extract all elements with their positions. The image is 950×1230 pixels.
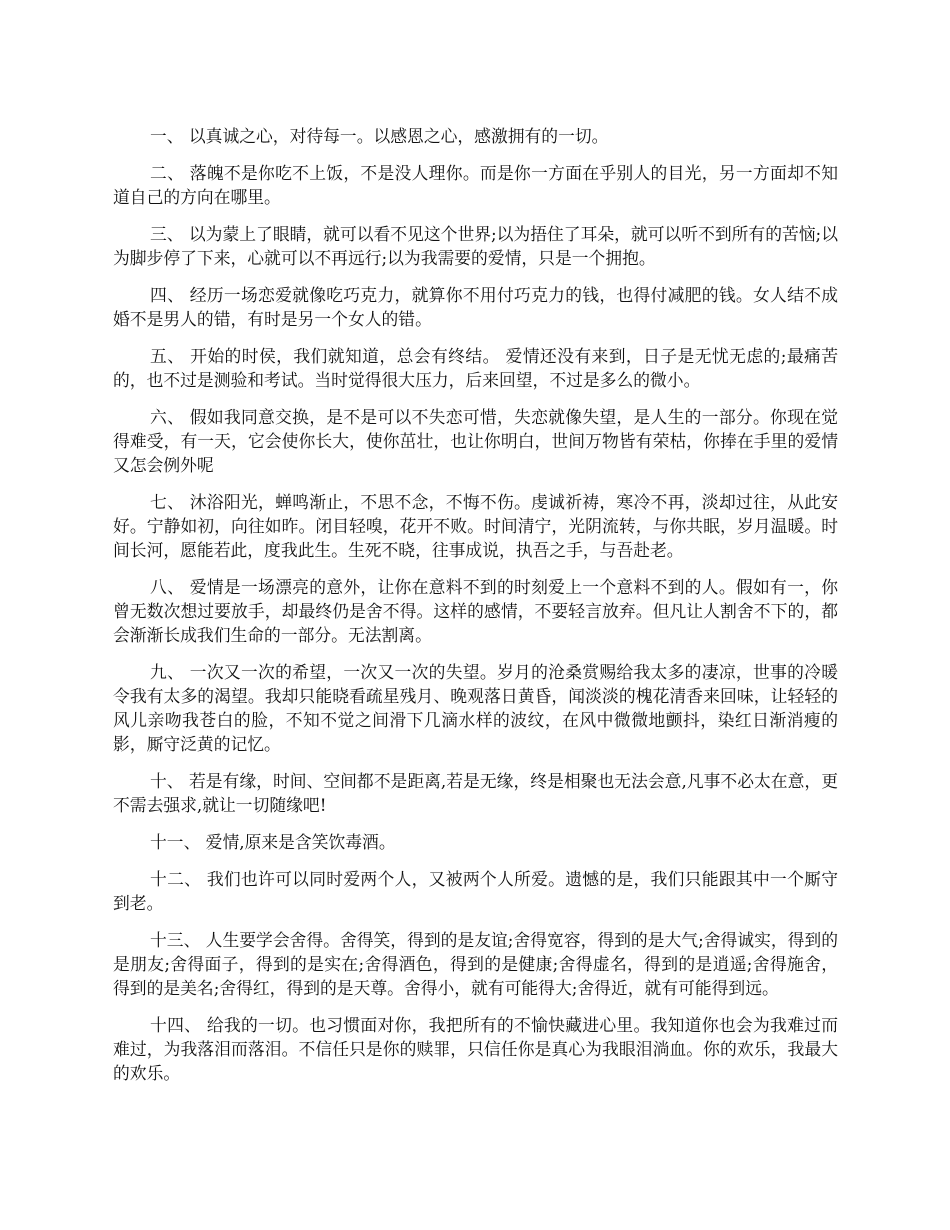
- paragraph-1: 一、 以真诚之心，对待每一。以感恩之心，感激拥有的一切。: [150, 126, 609, 146]
- paragraph-10: 十、 若是有缘，时间、空间都不是距离,若是无缘，终是相聚也无法会意,凡事不必太在意，更不需去强求,就让一切随缘吧!: [113, 771, 838, 815]
- paragraph-13: 十三、 人生要学会舍得。舍得笑，得到的是友谊;舍得宽容，得到的是大气;舍得诚实，得到的是朋友;舍得面子，得到的是实在;舍得酒色，得到的是健康;舍得虚名，得到的是逍遥;舍得施舍，得到的是美名;舍得红，得到的是天尊。舍得小，就有可能得大;舍得近，就有可能得到远。: [113, 930, 838, 998]
- paragraph-4: 四、 经历一场恋爱就像吃巧克力，就算你不用付巧克力的钱，也得付减肥的钱。女人结不成婚不是男人的错，有时是另一个女人的错。: [113, 285, 838, 329]
- paragraph-9: 九、 一次又一次的希望，一次又一次的失望。岁月的沧桑赏赐给我太多的凄凉，世事的冷暖令我有太多的渴望。我却只能晓看疏星残月、晚观落日黄昏，闻淡淡的槐花清香来回味，让轻轻的风儿亲吻我苍白的脸，不知不觉之间滑下几滴水样的波纹，在风中微微地颤抖，染红日渐消瘦的影，厮守泛黄的记忆。: [113, 662, 838, 754]
- paragraph-11: 十一、 爱情,原来是含笑饮毒酒。: [150, 832, 396, 852]
- paragraph-3: 三、 以为蒙上了眼睛，就可以看不见这个世界;以为捂住了耳朵，就可以听不到所有的苦恼;以为脚步停了下来，心就可以不再远行;以为我需要的爱情，只是一个拥抱。: [113, 224, 838, 268]
- paragraph-7: 七、 沐浴阳光，蝉鸣渐止，不思不念，不悔不伤。虔诚祈祷，寒冷不再，淡却过往，从此安好。宁静如初，向往如昨。闭目轻嗅，花开不败。时间清宁，光阴流转，与你共眠，岁月温暖。时间长河，愿能若此，度我此生。生死不晓，往事成说，执吾之手，与吾赴老。: [113, 492, 838, 560]
- paragraph-6: 六、 假如我同意交换，是不是可以不失恋可惜，失恋就像失望，是人生的一部分。你现在觉得难受，有一天，它会使你长大，使你茁壮，也让你明白，世间万物皆有荣枯，你捧在手里的爱情又怎会例外呢: [113, 407, 838, 475]
- paragraph-14: 十四、 给我的一切。也习惯面对你，我把所有的不愉快藏进心里。我知道你也会为我难过而难过，为我落泪而落泪。不信任只是你的赎罪，只信任你是真心为我眼泪淌血。你的欢乐，我最大的欢乐。: [113, 1015, 838, 1083]
- paragraph-12: 十二、 我们也许可以同时爱两个人，又被两个人所爱。遗憾的是，我们只能跟其中一个厮守到老。: [113, 869, 838, 913]
- paragraph-2: 二、 落魄不是你吃不上饭，不是没人理你。而是你一方面在乎别人的目光，另一方面却不知道自己的方向在哪里。: [113, 163, 838, 207]
- paragraph-5: 五、 开始的时侯，我们就知道，总会有终结。 爱情还没有来到，日子是无忧无虑的;最痛苦的，也不过是测验和考试。当时觉得很大压力，后来回望，不过是多么的微小。: [113, 346, 838, 390]
- paragraph-8: 八、 爱情是一场漂亮的意外，让你在意料不到的时刻爱上一个意料不到的人。假如有一，你曾无数次想过要放手，却最终仍是舍不得。这样的感情，不要轻言放弃。但凡让人割舍不下的，都会渐渐长成我们生命的一部分。无法割离。: [113, 577, 838, 645]
- document-body: [113, 124, 838, 1098]
